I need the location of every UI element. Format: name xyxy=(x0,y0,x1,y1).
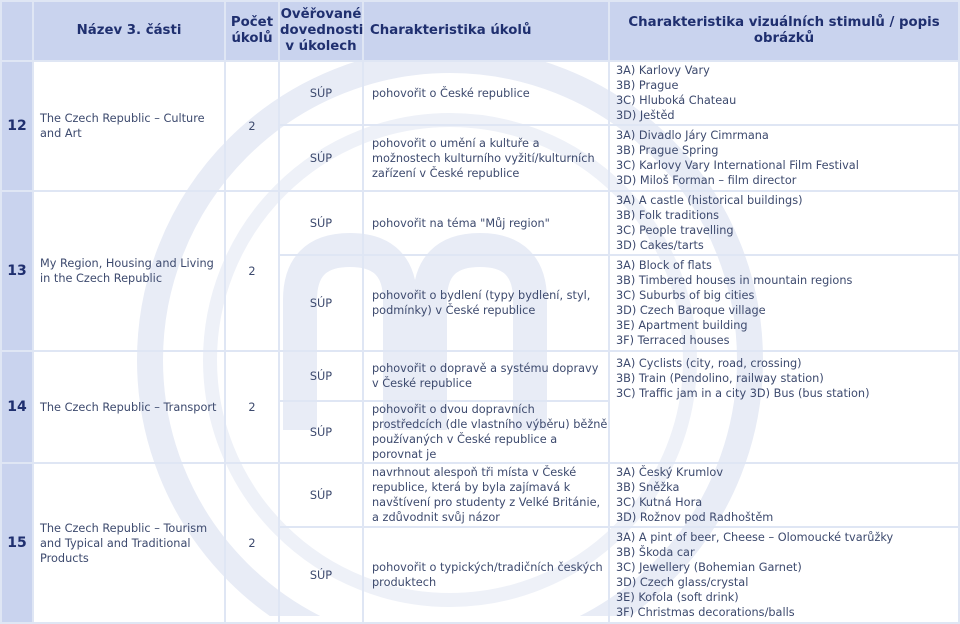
task-text: pohovořit o typických/tradičních českých produktech xyxy=(363,527,609,623)
row-number: 12 xyxy=(1,61,33,191)
task-text: pohovořit o bydlení (typy bydlení, styl, podmínky) v České republice xyxy=(363,255,609,351)
stimulus: 3C) Karlovy Vary International Film Festival xyxy=(616,159,859,172)
stimulus: 3B) Sněžka xyxy=(616,481,680,494)
section-name: The Czech Republic – Transport xyxy=(33,351,225,463)
task-text: pohovořit o umění a kultuře a možnostech kulturního vyžití/kulturních zařízení v České republice xyxy=(363,125,609,191)
table-row xyxy=(1,191,959,255)
stimulus: 3E) Apartment building xyxy=(616,319,748,332)
header-stimuli: Charakteristika vizuálních stimulů / popis obrázků xyxy=(609,1,959,61)
stimuli-list xyxy=(609,125,959,191)
stimuli-list xyxy=(609,61,959,125)
stimulus: 3C) People travelling xyxy=(616,224,734,237)
stimulus: 3C) Traffic jam in a city 3D) Bus (bus station) xyxy=(616,387,870,400)
competence: SÚP xyxy=(279,255,363,351)
stimulus: 3D) Czech Baroque village xyxy=(616,304,766,317)
row-number: 14 xyxy=(1,351,33,463)
stimulus: 3F) Terraced houses xyxy=(616,334,730,347)
stimulus: 3C) Jewellery (Bohemian Garnet) xyxy=(616,561,802,574)
stimulus: 3D) Ještěd xyxy=(616,109,675,122)
stimulus: 3B) Prague xyxy=(616,79,679,92)
stimulus: 3A) Cyclists (city, road, crossing) xyxy=(616,357,802,370)
stimulus: 3A) Divadlo Járy Cimrmana xyxy=(616,129,769,142)
table-row xyxy=(1,61,959,125)
stimulus: 3A) Block of flats xyxy=(616,259,712,272)
stimulus: 3A) Karlovy Vary xyxy=(616,64,710,77)
stimulus: 3B) Folk traditions xyxy=(616,209,720,222)
stimuli-list xyxy=(609,527,959,623)
stimuli-list xyxy=(609,191,959,255)
row-number: 13 xyxy=(1,191,33,351)
competence: SÚP xyxy=(279,527,363,623)
stimuli-list xyxy=(609,351,959,463)
competence: SÚP xyxy=(279,61,363,125)
task-count: 2 xyxy=(225,191,279,351)
stimulus: 3C) Hluboká Chateau xyxy=(616,94,737,107)
task-count: 2 xyxy=(225,351,279,463)
task-text: pohovořit o dvou dopravních prostředcích (dle vlastního výběru) běžně používaných v České republice a porovnat je xyxy=(363,401,609,463)
task-count: 2 xyxy=(225,61,279,191)
task-text: pohovořit na téma "Můj region" xyxy=(363,191,609,255)
section-name: The Czech Republic – Culture and Art xyxy=(33,61,225,191)
task-text: pohovořit o České republice xyxy=(363,61,609,125)
stimulus: 3D) Czech glass/crystal xyxy=(616,576,749,589)
stimulus: 3B) Train (Pendolino, railway station) xyxy=(616,372,824,385)
stimulus: 3B) Timbered houses in mountain regions xyxy=(616,274,853,287)
stimulus: 3A) A castle (historical buildings) xyxy=(616,194,803,207)
task-count: 2 xyxy=(225,463,279,623)
stimulus: 3A) A pint of beer, Cheese – Olomoucké tvarůžky xyxy=(616,531,894,544)
table-row xyxy=(1,351,959,401)
competence: SÚP xyxy=(279,463,363,527)
task-text: navrhnout alespoň tři místa v České republice, která by byla zajímavá k navštívení pro studenty z Velké Británie, a zdůvodnit svůj názor xyxy=(363,463,609,527)
stimulus: 3A) Český Krumlov xyxy=(616,466,724,479)
stimuli-list xyxy=(609,255,959,351)
header-name: Název 3. části xyxy=(33,1,225,61)
table-header-row xyxy=(1,1,959,61)
stimuli-list xyxy=(609,463,959,527)
competence: SÚP xyxy=(279,401,363,463)
row-number: 15 xyxy=(1,463,33,623)
header-task: Charakteristika úkolů xyxy=(363,1,609,61)
stimulus: 3C) Suburbs of big cities xyxy=(616,289,755,302)
competence: SÚP xyxy=(279,351,363,401)
header-competence: Ověřované dovednosti v úkolech xyxy=(279,1,363,61)
task-text: pohovořit o dopravě a systému dopravy v České republice xyxy=(363,351,609,401)
competence: SÚP xyxy=(279,191,363,255)
header-num xyxy=(1,1,33,61)
stimulus: 3E) Kofola (soft drink) xyxy=(616,591,739,604)
competence: SÚP xyxy=(279,125,363,191)
stimulus: 3C) Kutná Hora xyxy=(616,496,703,509)
header-count: Počet úkolů xyxy=(225,1,279,61)
table-row xyxy=(1,463,959,527)
stimulus: 3D) Rožnov pod Radhoštěm xyxy=(616,511,774,524)
stimulus: 3D) Cakes/tarts xyxy=(616,239,704,252)
stimulus: 3D) Miloš Forman – film director xyxy=(616,174,797,187)
section-name: The Czech Republic – Tourism and Typical and Traditional Products xyxy=(33,463,225,623)
stimulus: 3B) Prague Spring xyxy=(616,144,719,157)
stimulus: 3F) Christmas decorations/balls xyxy=(616,606,795,619)
stimulus: 3B) Škoda car xyxy=(616,546,695,559)
section-name: My Region, Housing and Living in the Czech Republic xyxy=(33,191,225,351)
